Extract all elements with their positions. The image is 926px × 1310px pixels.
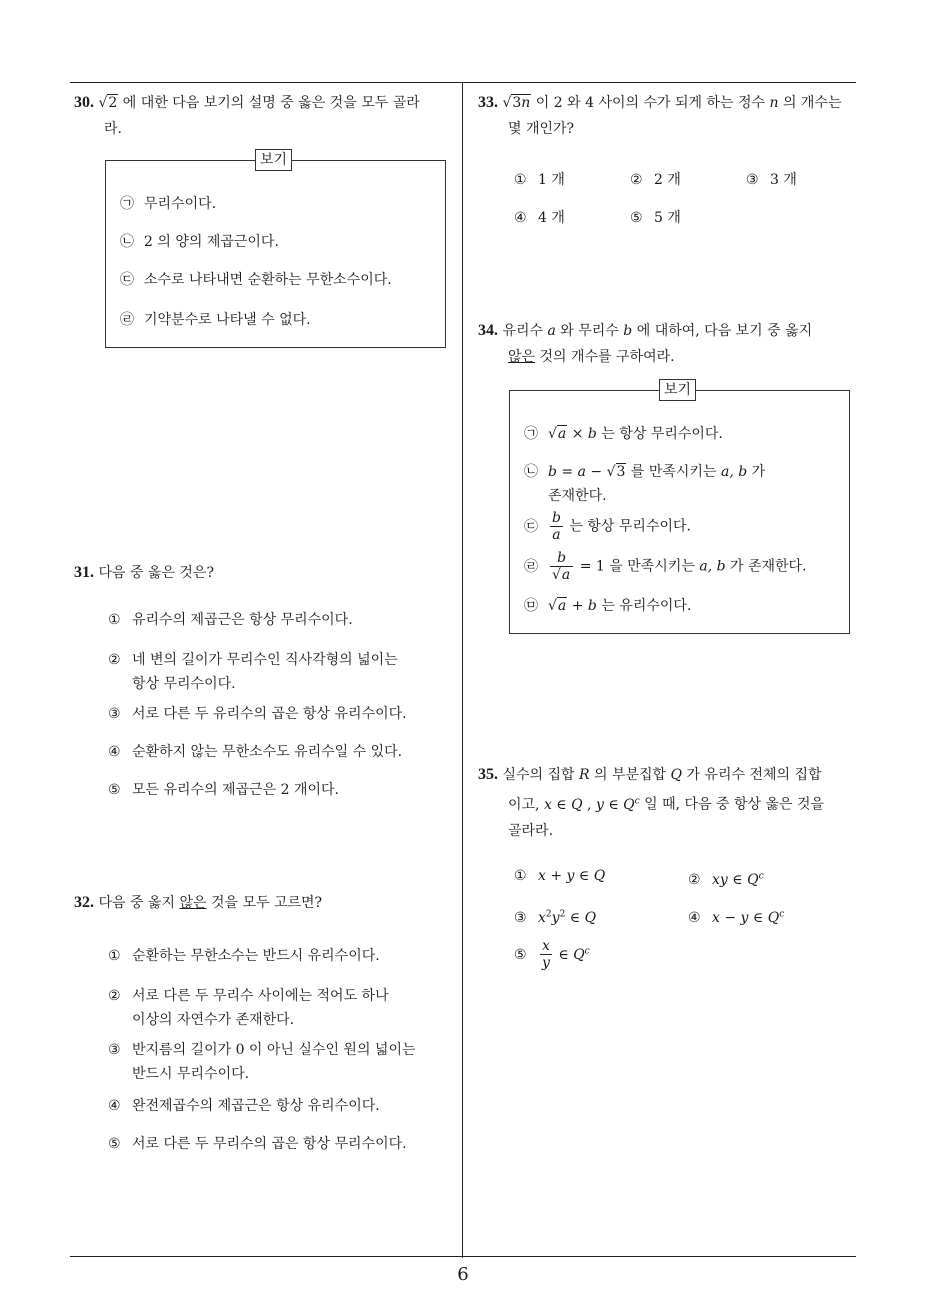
- bogi-item: ㉣ 기약분수로 나타낼 수 없다.: [120, 312, 311, 328]
- question-stem: 다음 중 옳은 것은?: [98, 565, 214, 581]
- question-32: [74, 890, 322, 916]
- math-sqrt3n: √3n: [502, 95, 531, 111]
- choice-item[interactable]: ② 서로 다른 두 무리수 사이에는 적어도 하나 이상의 자연수가 존재한다.: [108, 988, 389, 1028]
- question-stem: 에 대한 다음 보기의 설명 중 옳은 것을 모두 골라: [122, 95, 420, 111]
- bogi-item: ㉡ 2 의 양의 제곱근이다.: [120, 234, 279, 250]
- choice-item[interactable]: ④ 4 개: [514, 210, 565, 226]
- bogi-item: ㉢ 소수로 나타내면 순환하는 무한소수이다.: [120, 272, 392, 288]
- math-n: n: [769, 95, 779, 111]
- bogi-item: ㉡ b = a − √3 를 만족시키는 a, b 가 존재한다.: [524, 464, 766, 504]
- question-stem: 골라라.: [508, 822, 554, 839]
- math-b: b: [623, 323, 633, 339]
- page-number: 6: [457, 1264, 469, 1285]
- question-number: 31.: [74, 564, 94, 581]
- question-stem: 이고,: [508, 796, 540, 813]
- choice-item[interactable]: ③ 3 개: [746, 172, 797, 188]
- question-stem-cont: 몇 개인가?: [508, 121, 575, 137]
- question-31: [74, 560, 214, 586]
- question-stem-cont: 것의 개수를 구하여라.: [539, 349, 675, 365]
- question-stem-cont: 라.: [104, 121, 122, 137]
- column-divider: [462, 82, 463, 1258]
- question-stem: 가 유리수 전체의 집합: [686, 767, 822, 783]
- question-number: 30.: [74, 94, 94, 111]
- bottom-rule: [70, 1256, 856, 1257]
- choice-item[interactable]: ② 2 개: [630, 172, 681, 188]
- choice-item[interactable]: ③ $x^2y^2$ ∈ Q: [514, 909, 597, 926]
- choice-item[interactable]: ④ 순환하지 않는 무한소수도 유리수일 수 있다.: [108, 744, 403, 760]
- question-stem-end: 의 개수는: [782, 95, 842, 111]
- choice-item[interactable]: ④ x − y ∈ $Q^c$: [688, 909, 785, 926]
- choice-item[interactable]: ① 순환하는 무한소수는 반드시 유리수이다.: [108, 948, 380, 964]
- bogi-item: ㉠ 무리수이다.: [120, 196, 217, 212]
- question-stem: 다음 중 옳지: [98, 895, 175, 911]
- choice-item[interactable]: ① 1 개: [514, 172, 565, 188]
- question-30: [74, 90, 458, 142]
- question-number: 32.: [74, 894, 94, 911]
- question-35: 35. 실수의 집합 R 의 부분집합 Q 가 유리수 전체의 집합 이고, x ∈ Q , y ∈ $Q^c$ 일 때, 다음 중 항상 옳은 것을 골라라.: [478, 766, 825, 839]
- bogi-item: ㉤ √a + b 는 유리수이다.: [524, 598, 692, 614]
- choice-item[interactable]: ④ 완전제곱수의 제곱근은 항상 유리수이다.: [108, 1098, 380, 1114]
- underlined-word: 않은: [508, 349, 536, 365]
- choice-item[interactable]: ⑤ 모든 유리수의 제곱근은 2 개이다.: [108, 782, 339, 798]
- question-number: 35.: [478, 766, 498, 783]
- choice-item[interactable]: ② 네 변의 길이가 무리수인 직사각형의 넓이는 항상 무리수이다.: [108, 652, 398, 692]
- question-stem: 실수의 집합: [502, 767, 575, 783]
- bogi-item: ㉠ √a × b 는 항상 무리수이다.: [524, 426, 723, 442]
- choice-item[interactable]: ① x + y ∈ Q: [514, 868, 606, 884]
- question-stem: 의 부분집합: [593, 767, 667, 783]
- question-number: 34.: [478, 322, 498, 339]
- choice-item[interactable]: ⑤ 5 개: [630, 210, 681, 226]
- choice-item[interactable]: ③ 서로 다른 두 유리수의 곱은 항상 유리수이다.: [108, 706, 407, 722]
- question-stem-end: 것을 모두 고르면?: [210, 895, 323, 911]
- question-33: [478, 90, 862, 142]
- question-34: [478, 318, 862, 370]
- math-a: a: [547, 323, 556, 339]
- choice-item[interactable]: ⑤ $\frac{x}{y}$ ∈ $Q^c$: [514, 938, 590, 971]
- bogi-label: 보기: [659, 379, 696, 401]
- math-sqrt2: √2: [98, 95, 118, 111]
- top-rule: [70, 82, 856, 83]
- question-stem: 일 때, 다음 중 항상 옳은 것을: [644, 796, 825, 813]
- question-stem: 와 무리수: [560, 323, 619, 339]
- question-number: 33.: [478, 94, 498, 111]
- choice-item[interactable]: ① 유리수의 제곱근은 항상 무리수이다.: [108, 612, 353, 628]
- bogi-label: 보기: [255, 149, 292, 171]
- question-stem: 이 2 와 4 사이의 수가 되게 하는 정수: [535, 95, 766, 111]
- choice-item[interactable]: ② xy ∈ $Q^c$: [688, 871, 764, 888]
- question-stem: 에 대하여, 다음 보기 중 옳지: [636, 323, 813, 339]
- question-stem: 유리수: [502, 323, 544, 339]
- bogi-item: ㉣ $\frac{b}{√a}$ = 1 을 만족시키는 a, b 가 존재한다.: [524, 550, 807, 583]
- choice-item[interactable]: ③ 반지름의 길이가 0 이 아닌 실수인 원의 넓이는 반드시 무리수이다.: [108, 1042, 416, 1082]
- bogi-item: ㉢ $\frac{b}{a}$ 는 항상 무리수이다.: [524, 510, 691, 543]
- underlined-word: 않은: [179, 895, 207, 911]
- choice-item[interactable]: ⑤ 서로 다른 두 무리수의 곱은 항상 무리수이다.: [108, 1136, 407, 1152]
